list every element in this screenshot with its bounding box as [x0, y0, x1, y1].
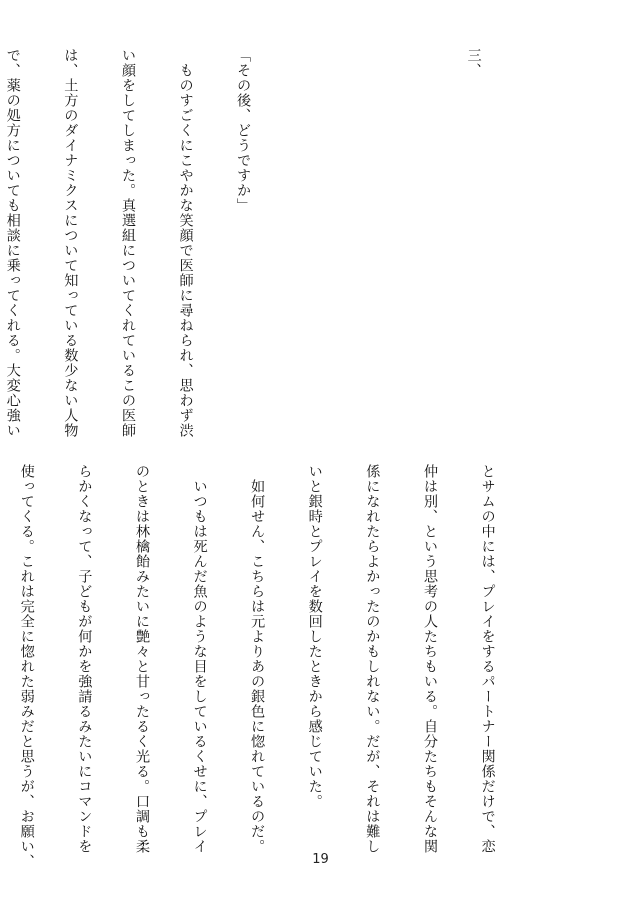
text-column: で、薬の処方についても相談に乗ってくれる。大変心強い — [4, 48, 21, 438]
column-spacer — [291, 48, 310, 408]
column-spacer — [406, 48, 425, 408]
text-column: いつもは死んだ魚のような目をしているくせに、プレイ — [191, 464, 208, 854]
text-column: らかくなって、子どもが何かを強請るみたいにコマンドを — [76, 464, 93, 854]
text-column: ものすごくにこやかな笑顔で医師に尋ねられ、思わず渋 — [177, 48, 194, 438]
page-number: 19 — [312, 852, 329, 867]
text-column: い顔をしてしまった。真選組についてくれているこの医師 — [119, 48, 136, 438]
column-spacer — [348, 48, 367, 408]
text-column: のときは林檎飴みたいに艶々と甘ったるく光る。口調も柔 — [133, 464, 150, 854]
text-column: 「その後、どうですか」 — [235, 48, 252, 213]
text-column: いと銀時とプレイを数回したときから感じていた。 — [306, 464, 323, 809]
text-column: 使ってくる。これは完全に惚れた弱みだと思うが、お願い、 — [18, 464, 35, 869]
section-heading: 三、 — [465, 48, 482, 78]
text-column: 仲は別、という思考の人たちもいる。自分たちもそんな関 — [421, 464, 438, 854]
text-column: とサムの中には、プレイをするパートナー関係だけで、恋 — [479, 464, 496, 854]
text-column: 如何せん、こちらは元よりあの銀色に惚れているのだ。 — [249, 464, 266, 854]
text-column: 係になれたらよかったのかもしれない。だが、それは難し — [364, 464, 381, 854]
upper-text-block — [0, 48, 521, 438]
text-column: は、土方のダイナミクスについて知っている数少ない人物 — [62, 48, 79, 438]
